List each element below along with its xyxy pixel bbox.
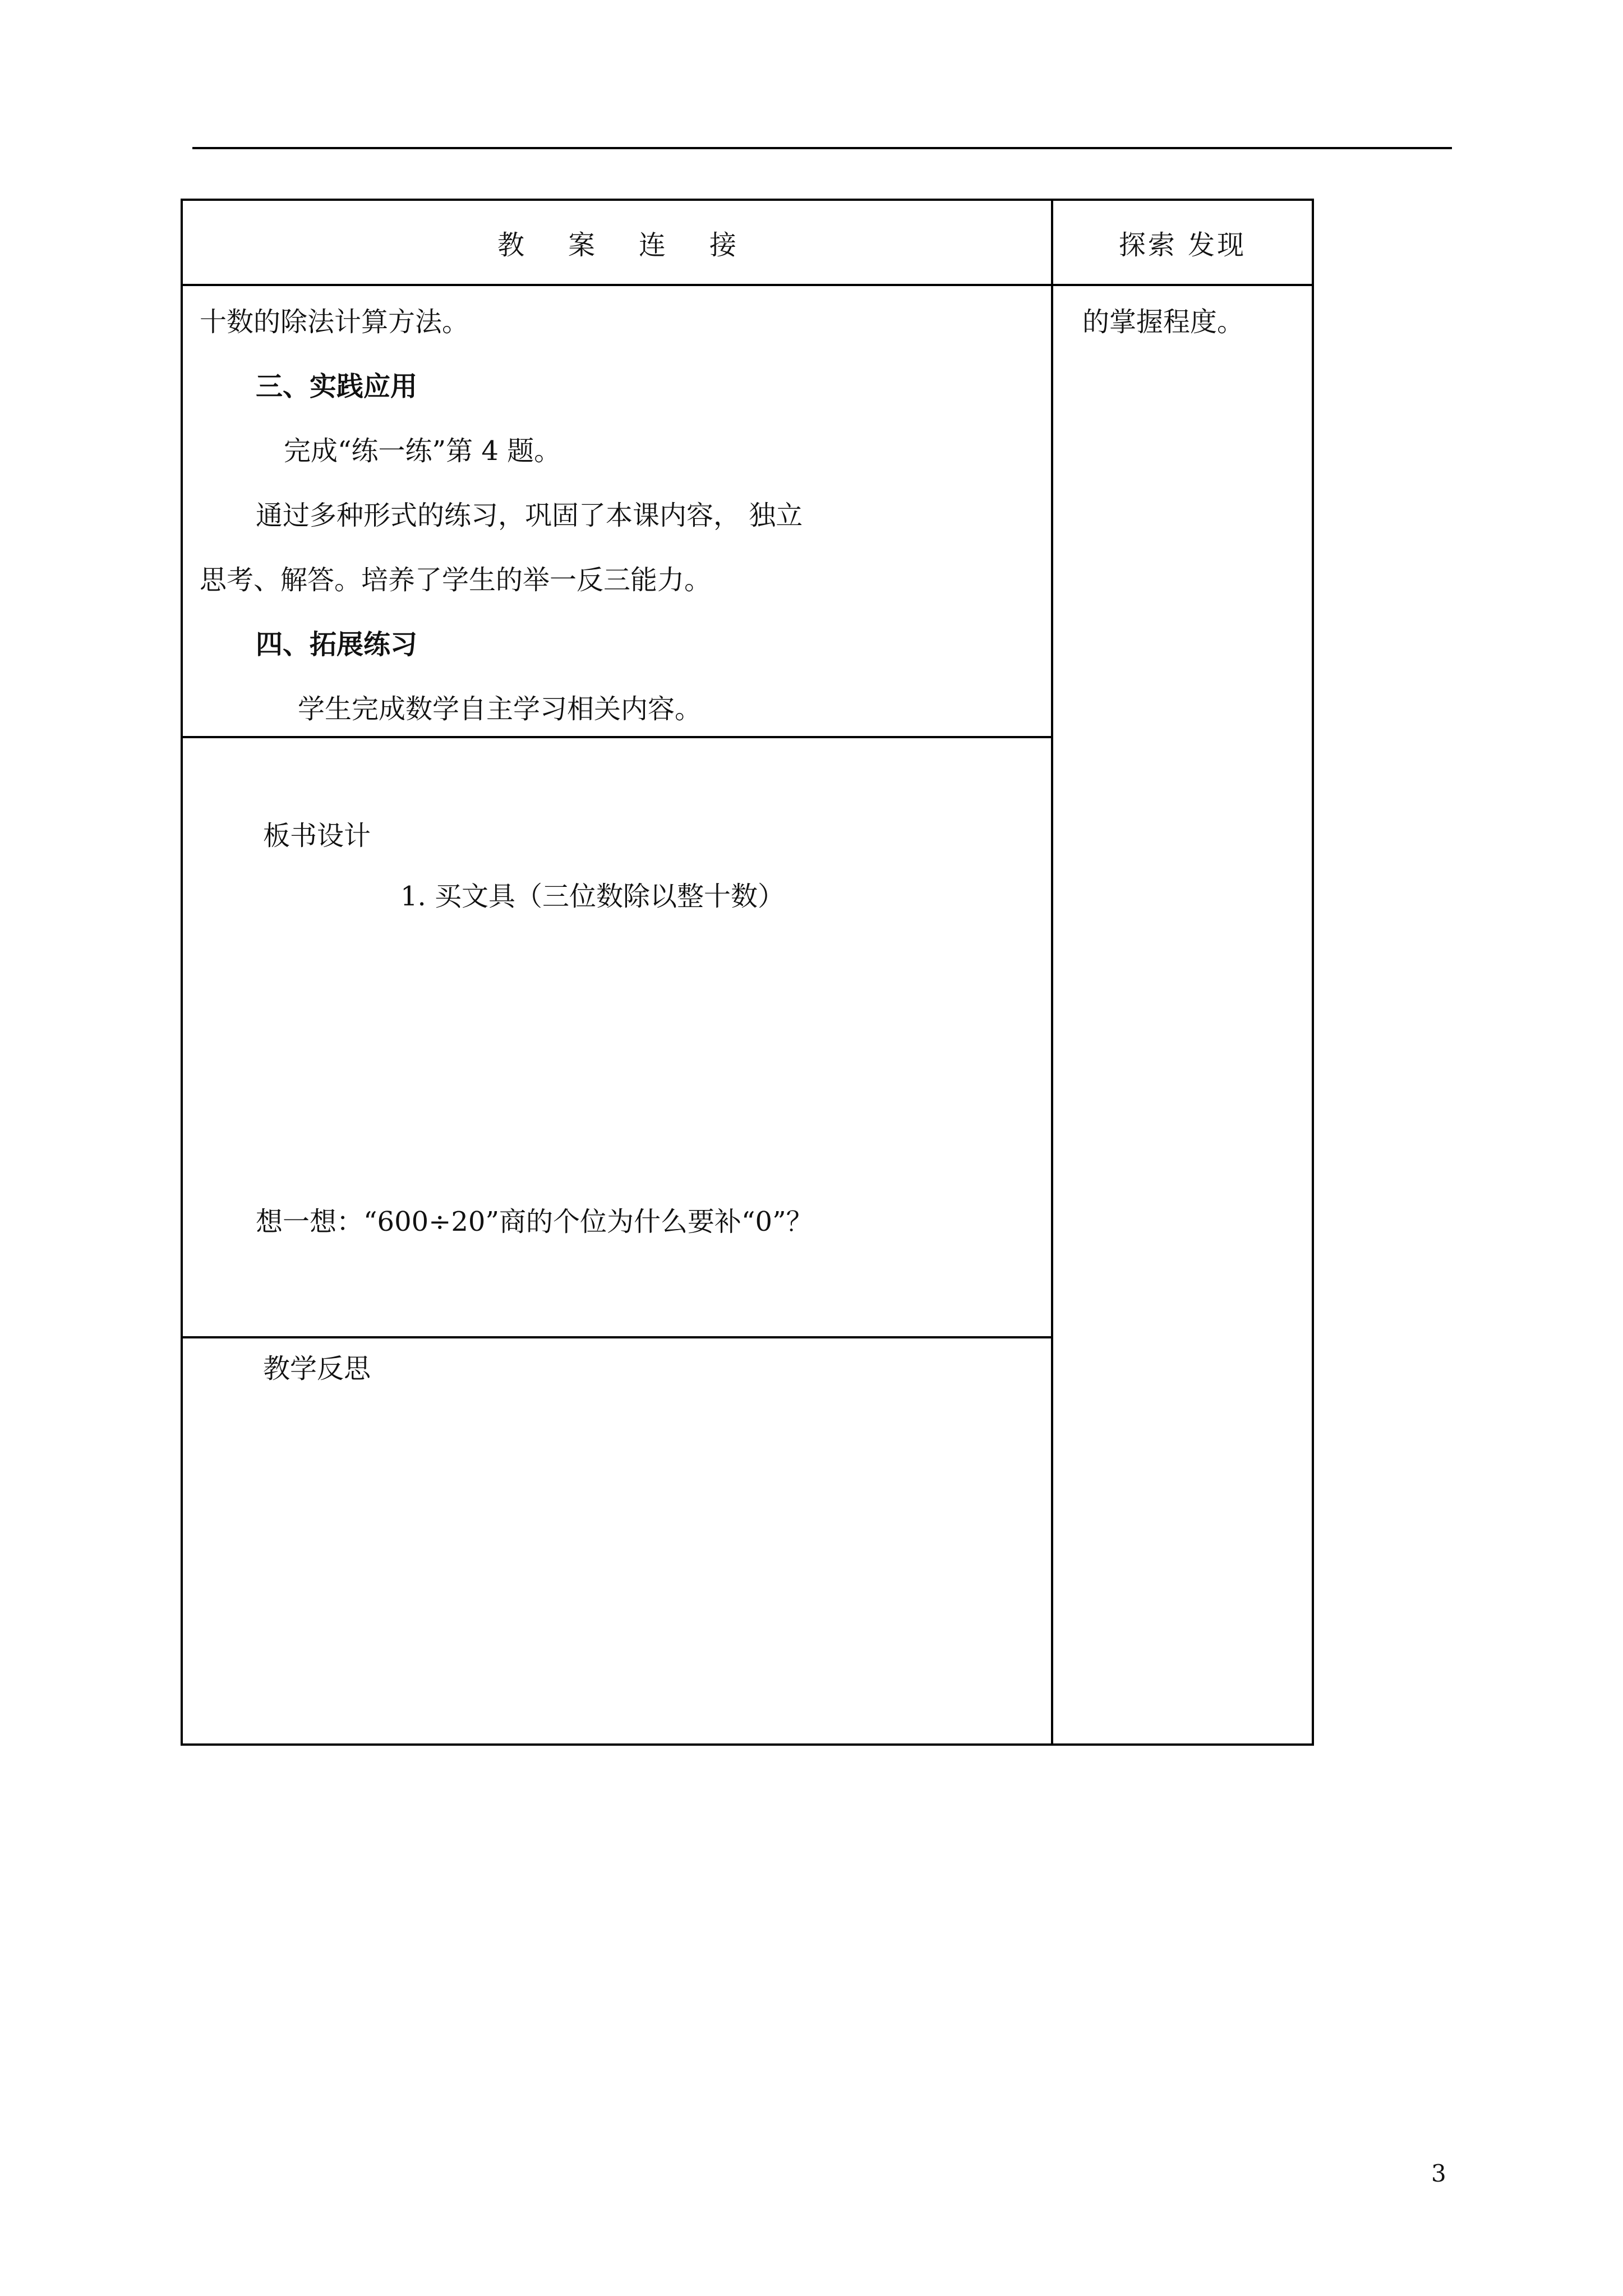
reflection-label: 教学反思 <box>263 1353 371 1384</box>
practice-cell <box>182 285 1052 737</box>
side-text: 的掌握程度。 <box>1082 306 1244 338</box>
reflection-cell <box>182 1337 1052 1745</box>
text-line: 学生完成数学自主学习相关内容。 <box>298 693 702 725</box>
board-design-title: 1. 买文具（三位数除以整十数） <box>400 881 785 912</box>
header-side-cell <box>1052 200 1313 285</box>
section-heading-extension: 四、拓展练习 <box>256 629 418 660</box>
lesson-plan-table <box>181 199 1314 1746</box>
board-design-label: 板书设计 <box>263 820 371 852</box>
header-side-title: 探索 发现 <box>1118 229 1247 261</box>
header-rule <box>192 147 1452 149</box>
think-question: 想一想：“600÷20”商的个位为什么要补“0”？ <box>256 1206 813 1237</box>
text-line: 十数的除法计算方法。 <box>200 306 469 338</box>
side-cell <box>1052 285 1313 1745</box>
page-number: 3 <box>1431 2160 1446 2187</box>
header-main-title: 教案连接 <box>497 229 780 261</box>
text-line: 完成“练一练”第 4 题。 <box>284 435 561 467</box>
header-main-cell <box>182 200 1052 285</box>
text-line: 思考、解答。培养了学生的举一反三能力。 <box>200 564 712 596</box>
text-line: 通过多种形式的练习，巩固了本课内容， 独立 <box>256 500 803 531</box>
section-heading-practice: 三、实践应用 <box>256 371 418 402</box>
board-design-cell <box>182 737 1052 1337</box>
